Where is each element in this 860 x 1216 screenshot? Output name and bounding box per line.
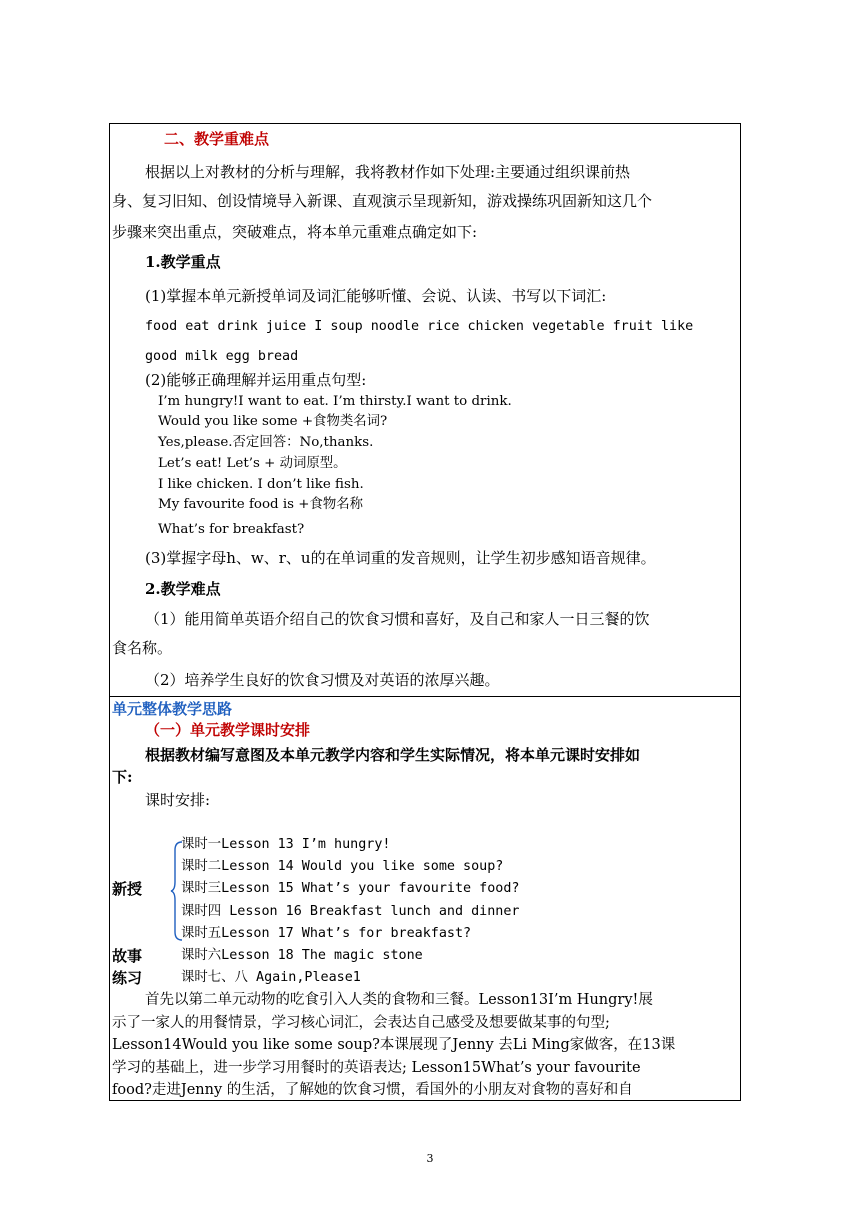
paragraph-line: food?走进Jenny 的生活，了解她的饮食习惯，看国外的小朋友对食物的喜好和自 <box>112 1082 633 1098</box>
schedule-intro: 根据教材编写意图及本单元教学内容和学生实际情况，将本单元课时安排如 <box>145 746 641 764</box>
lesson-item: 课时二Lesson 14 Would you like some soup? <box>181 859 504 874</box>
lesson-item: 课时六Lesson 18 The magic stone <box>181 948 423 963</box>
group-label-practice: 练习 <box>112 969 143 987</box>
section-heading-key-points: 二、教学重难点 <box>164 130 270 148</box>
intro-line: 身、复习旧知、创设情境导入新课、直观演示呈现新知，游戏操练巩固新知这几个 <box>112 192 653 210</box>
key-point-item: (3)掌握字母h、w、r、u的在单词重的发音规则，让学生初步感知语音规律。 <box>145 549 656 567</box>
paragraph-line: 示了一家人的用餐情景，学习核心词汇，会表达自己感受及想要做某事的句型; <box>112 1015 610 1031</box>
group-label-new: 新授 <box>112 880 143 898</box>
key-point-item: (2)能够正确理解并运用重点句型: <box>145 371 367 389</box>
intro-line: 步骤来突出重点，突破难点，将本单元重难点确定如下: <box>112 223 478 241</box>
lesson-item: 课时三Lesson 15 What’s your favourite food? <box>181 881 520 896</box>
difficulties-title: 2.教学难点 <box>145 580 221 598</box>
difficulty-item: 食名称。 <box>112 639 173 657</box>
sentence-pattern: What’s for breakfast? <box>158 522 305 537</box>
vocab-line: food eat drink juice I soup noodle rice chicken vegetable fruit like <box>145 319 694 334</box>
key-points-title: 1.教学重点 <box>145 253 221 271</box>
lesson-item: 课时七、八 Again,Please1 <box>181 970 361 985</box>
sentence-pattern: I’m hungry!I want to eat. I’m thirsty.I want to drink. <box>158 394 512 409</box>
schedule-intro: 下: <box>112 768 133 786</box>
vocab-line: good milk egg bread <box>145 349 299 364</box>
difficulty-item: （2）培养学生良好的饮食习惯及对英语的浓厚兴趣。 <box>145 671 500 689</box>
sentence-pattern: Let’s eat! Let’s + 动词原型。 <box>158 456 347 471</box>
group-label-story: 故事 <box>112 947 143 965</box>
difficulty-item: （1）能用简单英语介绍自己的饮食习惯和喜好，及自己和家人一日三餐的饮 <box>145 610 650 628</box>
table-row-divider <box>109 696 741 697</box>
paragraph-line: Lesson14Would you like some soup?本课展现了Jenny 去Li Ming家做客，在13课 <box>112 1037 676 1053</box>
sentence-pattern: My favourite food is +食物名称 <box>158 497 364 512</box>
section-heading-unit-plan: 单元整体教学思路 <box>112 700 233 718</box>
key-point-item: (1)掌握本单元新授单词及词汇能够听懂、会说、认读、书写以下词汇: <box>145 287 607 305</box>
lesson-item: 课时四 Lesson 16 Breakfast lunch and dinner <box>181 904 520 919</box>
schedule-label: 课时安排: <box>145 791 211 809</box>
sentence-pattern: Would you like some +食物类名词? <box>158 414 388 429</box>
sub-heading-schedule: （一）单元教学课时安排 <box>145 721 311 739</box>
intro-line: 根据以上对教材的分析与理解，我将教材作如下处理:主要通过组织课前热 <box>145 163 631 181</box>
sentence-pattern: I like chicken. I don’t like fish. <box>158 477 364 492</box>
page-number: 3 <box>426 1152 434 1165</box>
sentence-pattern: Yes,please.否定回答：No,thanks. <box>158 435 374 450</box>
paragraph-line: 学习的基础上，进一步学习用餐时的英语表达; Lesson15What’s your favourite <box>112 1060 641 1076</box>
paragraph-line: 首先以第二单元动物的吃食引入人类的食物和三餐。Lesson13I’m Hungry!展 <box>145 992 653 1008</box>
lesson-item: 课时五Lesson 17 What’s for breakfast? <box>181 926 472 941</box>
lesson-item: 课时一Lesson 13 I’m hungry! <box>181 837 391 852</box>
